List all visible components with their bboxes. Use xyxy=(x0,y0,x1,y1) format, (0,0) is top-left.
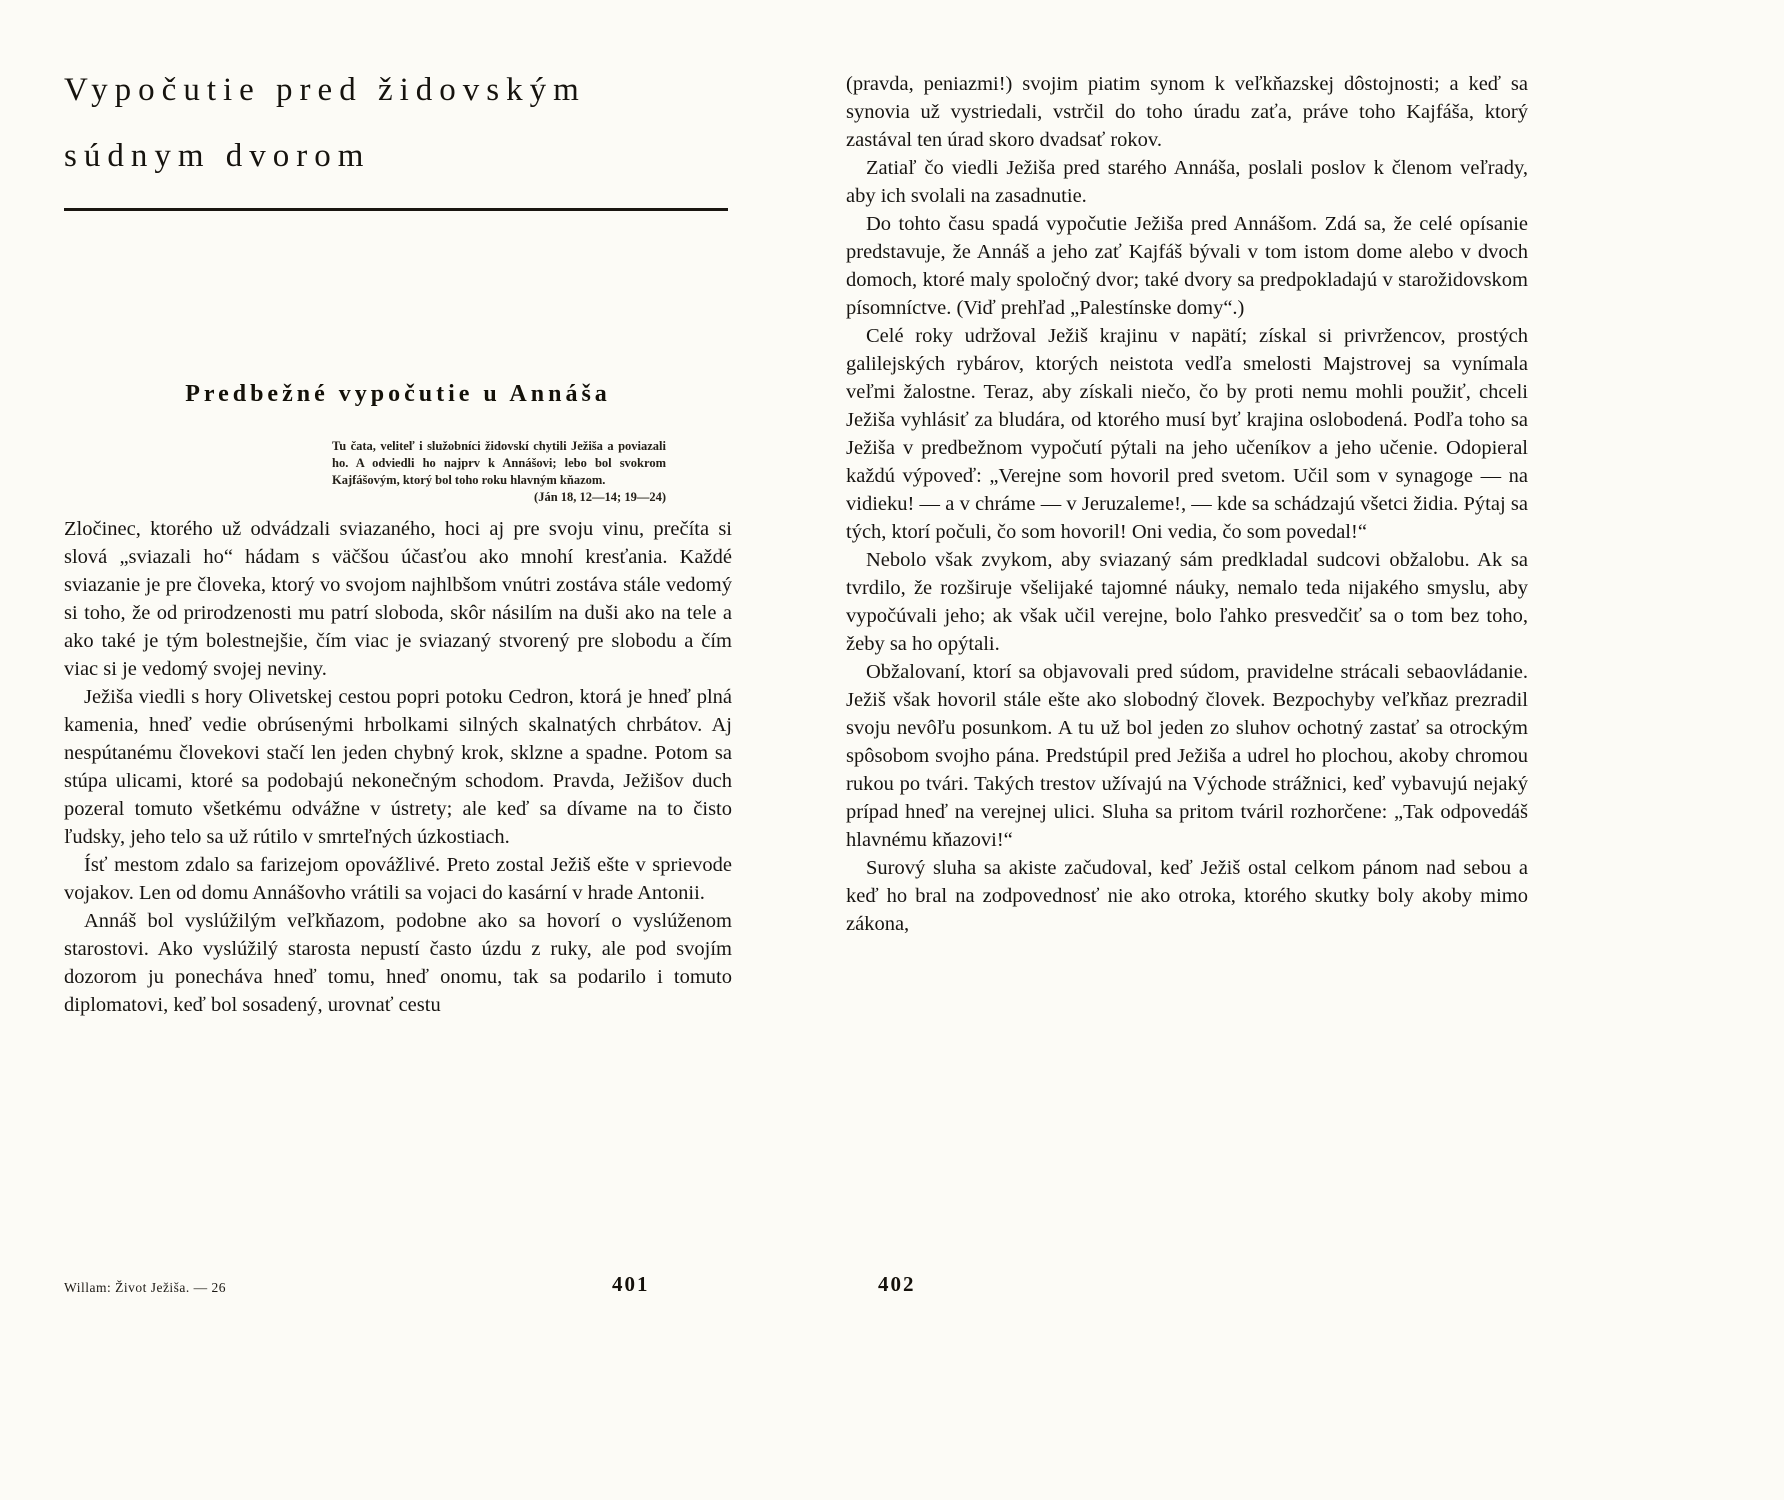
chapter-title-line1: Vypočutie pred židovským xyxy=(64,72,586,108)
chapter-title xyxy=(64,70,732,176)
body-paragraph: Do tohto času spadá vypočutie Ježiša pred Annášom. Zdá sa, že celé opísanie predstavuje, že Annáš a jeho zať Kajfáš bývali v tom istom dome alebo v dvoch domoch, ktoré maly spoločný dvor; také dvory sa predpokladajú v starožidovskom písomníctve. (Viď prehľad „Palestínske domy“.) xyxy=(846,213,1528,319)
right-page-footer xyxy=(846,1272,1528,1302)
body-paragraph: Annáš bol vyslúžilým veľkňazom, podobne ako sa hovorí o vyslúženom starostovi. Ako vyslúžilý starosta nepustí často úzdu z ruky, ale pod svojím dozorom ju ponecháva hneď tomu, hneď onomu, tak sa podarilo i tomuto diplomatovi, keď bol sosadený, urovnať cestu xyxy=(64,910,732,1016)
title-rule xyxy=(64,208,728,211)
footer-note: Willam: Život Ježiša. — 26 xyxy=(64,1280,227,1295)
left-page-footer xyxy=(64,1272,732,1302)
epigraph-reference: (Ján 18, 12—14; 19—24) xyxy=(534,490,666,504)
body-paragraph: Ísť mestom zdalo sa farizejom opovážlivé. Preto zostal Ježiš ešte v sprievode vojakov. Len od domu Annášovho vrátili sa vojaci do kasární v hrade Antonii. xyxy=(64,854,732,904)
body-paragraph: Zločinec, ktorého už odvádzali sviazaného, hoci aj pre svoju vinu, prečíta si slová „sviazali ho“ hádam s väčšou účasťou ako mnohí kresťania. Každé sviazanie je pre človeka, ktorý vo svojom najhlbšom vnútri zostáva stále vedomý si toho, že od prirodzenosti mu patrí sloboda, skôr násilím na duši ako na tele a ako také je tým bolestnejšie, čím viac je sviazaný stvorený pre slobodu a čím viac si je vedomý svojej neviny. xyxy=(64,518,732,680)
right-page-body xyxy=(846,70,1528,938)
body-paragraph: Celé roky udržoval Ježiš krajinu v napätí; získal si privržencov, prostých galilejských rybárov, ktorých neistota vedľa smelosti Majstrovej sa vynímala veľmi žalostne. Teraz, aby získali niečo, čo by proti nemu mohli použiť, chceli Ježiša vyhlásiť za bludára, od ktorého musí byť krajina oslobodená. Podľa toho sa Ježiša v predbežnom vypočutí pýtali na jeho učeníkov a jeho učenie. Odopieral každú výpoveď: „Verejne som hovoril pred svetom. Učil som v synagoge — na vidieku! — a v chráme — v Jeruzaleme!, — kde sa schádzajú všetci židia. Pýtaj sa tých, ktorí počuli, čo som hovoril! Oni vedia, čo som povedal!“ xyxy=(846,325,1528,543)
page-number-right: 402 xyxy=(878,1272,916,1296)
right-page xyxy=(846,70,1528,1019)
body-paragraph: (pravda, peniazmi!) svojim piatim synom k veľkňazskej dôstojnosti; a keď sa synovia už vystriedali, vstrčil do toho úradu zaťa, práve toho Kajfáša, ktorý zastával ten úrad skoro dvadsať rokov. xyxy=(846,73,1528,151)
left-page-body xyxy=(64,515,732,1019)
epigraph xyxy=(332,438,666,504)
body-paragraph: Surový sluha sa akiste začudoval, keď Ježiš ostal celkom pánom nad sebou a keď ho bral na zodpovednosť nie ako otroka, ktorého skutky boly akoby mimo zákona, xyxy=(846,857,1528,935)
chapter-title-line2: súdnym dvorom xyxy=(64,138,371,174)
body-paragraph: Zatiaľ čo viedli Ježiša pred starého Annáša, poslali poslov k členom veľrady, aby ich svolali na zasadnutie. xyxy=(846,157,1528,207)
epigraph-text: Tu čata, veliteľ i služobníci židovskí chytili Ježiša a poviazali ho. A odviedli ho najprv k Annášovi; lebo bol svokrom Kajfášovým, ktorý bol toho roku hlavným kňazom. xyxy=(332,439,666,487)
body-paragraph: Nebolo však zvykom, aby sviazaný sám predkladal sudcovi obžalobu. Ak sa tvrdilo, že rozširuje všelijaké tajomné náuky, nemalo teda nijakého smyslu, aby vypočúvali jeho; ak však učil verejne, bolo ľahko presvedčiť sa o tom bez toho, žeby sa ho opýtali. xyxy=(846,549,1528,655)
page-number-left: 401 xyxy=(612,1272,650,1296)
body-paragraph: Obžalovaní, ktorí sa objavovali pred súdom, pravidelne strácali sebaovládanie. Ježiš však hovoril stále ešte ako slobodný človek. Bezpochyby veľkňaz prezradil svoju nevôľu posunkom. A tu už bol jeden zo sluhov ochotný zastať sa otrockým spôsobom svojho pána. Predstúpil pred Ježiša a udrel ho plochou, akoby chromou rukou po tvári. Takých trestov užívajú na Východe strážnici, keď vybavujú nejaký prípad hneď na verejnej ulici. Sluha sa pritom tváril rozhorčene: „Tak odpovedáš hlavnému kňazovi!“ xyxy=(846,661,1528,851)
section-heading: Predbežné vypočutie u Annáša xyxy=(185,381,611,407)
body-paragraph: Ježiša viedli s hory Olivetskej cestou popri potoku Cedron, ktorá je hneď plná kamenia, hneď vedie obrúsenými hrbolkami silných skalnatých chrbátov. Aj nespútanému človekovi stačí len jeden chybný krok, sklzne a spadne. Potom sa stúpa ulicami, ktoré sa podobajú nekonečným schodom. Pravda, Ježišov duch pozeral tomuto všetkému odvážne v ústrety; ale keď sa dívame na to čisto ľudsky, jeho telo sa už rútilo v smrteľných úzkostiach. xyxy=(64,686,732,848)
left-page xyxy=(64,70,732,1019)
